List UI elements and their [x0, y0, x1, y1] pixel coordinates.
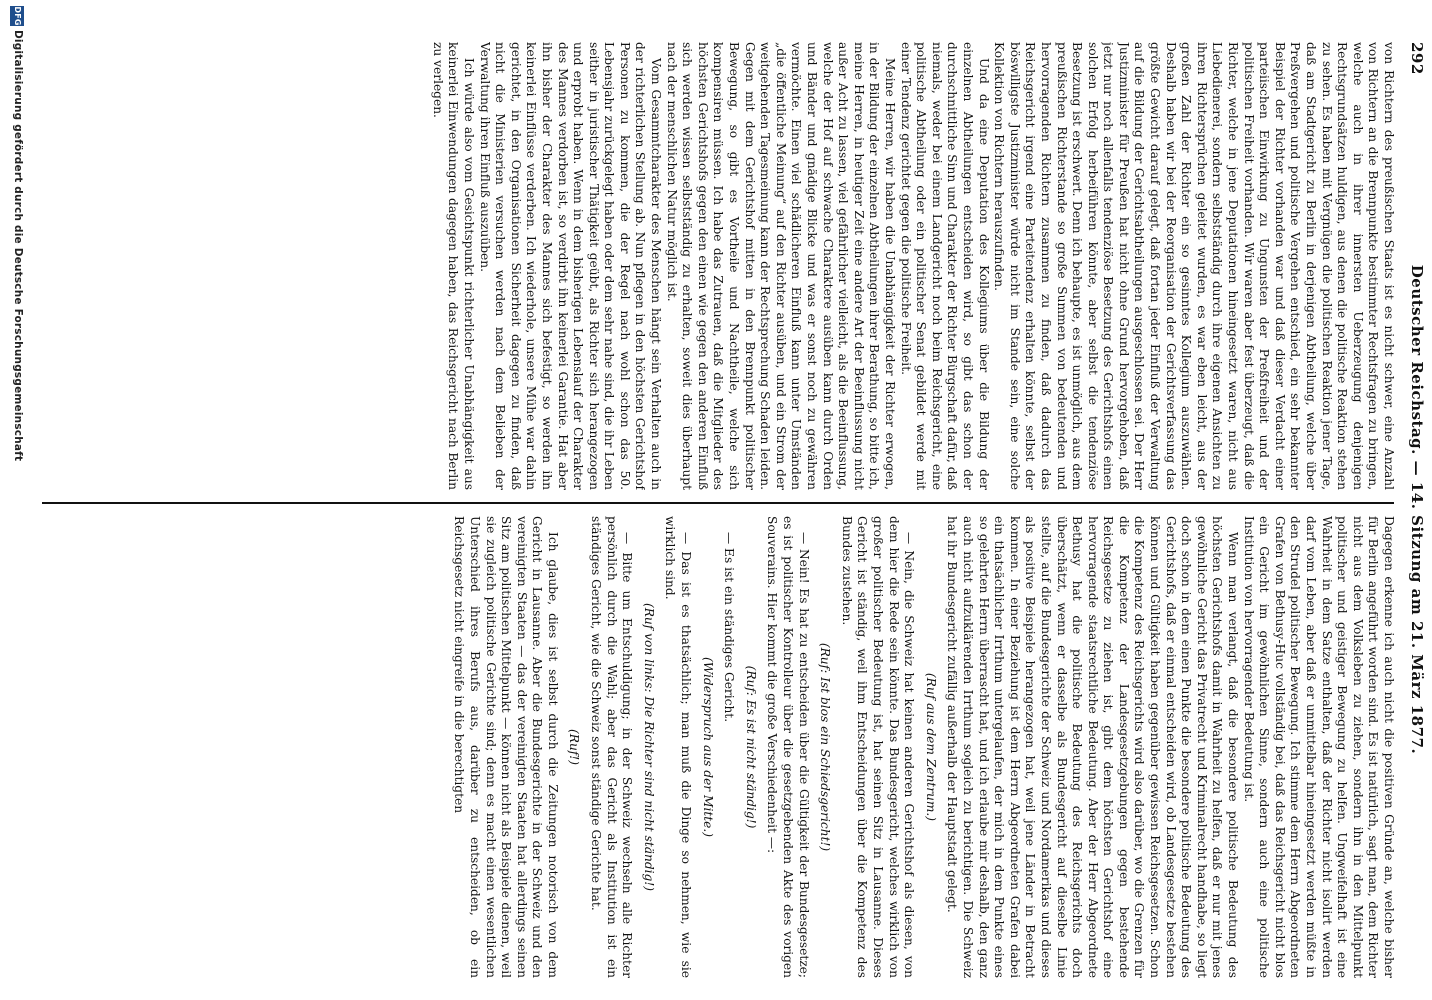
paragraph: — Nein, die Schweiz hat keinen anderen Gerichtshof als diesen, von dem hier die Rede sein könnte. Das Bundesgericht, welches wirklich von großer politischer Bedeutung ist, hat seinen Sitz in Lausanne. Dieses Gericht ist ständig, weil ihm Entscheidungen über die Kompetenz des Bundes zustehen.	[839, 516, 917, 978]
text-column-left	[34, 42, 1396, 490]
paragraph: Ich würde also vom Gesichtspunkt richterlicher Unabhängigkeit aus keinerlei Einwendungen dagegen haben, das Reichsgericht nach Berlin zu verlegen.	[430, 42, 476, 490]
paragraph: Ich glaube, dies ist selbst durch die Zeitungen notorisch von dem Gericht in Lausanne. Aber die Bundesgerichte in der Schweiz und den vereinigten Staaten — das der vereinigten Staaten hat allerdings seinen Sitz am politischen Mittelpunkt — können nicht als Beispiele dienen, weil sie zugleich politische Gerichte sind; denn es macht einen wesentlichen Unterschied ihres Berufs aus, darüber zu entscheiden, ob ein Reichsgesetz nicht eingreife in die berechtigten	[452, 516, 560, 978]
paragraph: Meine Herren, wir haben die Unabhängigkeit der Richter erwogen, in der Bildung der einzelnen Abtheilungen ihrer Berathung, so bitte ich, meine Herren, in heutiger Zeit eine andere Art der Beeinflussung nicht außer Acht zu lassen, viel gefährlicher vielleicht, als die Beeinflussung, welche der Hof auf schwache Charaktere ausüben kann durch Orden und Bänder und gnädige Blicke und was er sonst noch zu gewähren vermöchte. Einen viel schädlicheren Einfluß kann unter Umständen „die öffentliche Meinung“ auf den Richter ausüben, und ein Strom der weitgehenden Tagesmeinung kann der Rechtsprechung Schaden leiden. Gegen mit dem Gerichtshof mitten in den Brennpunkt politischer Bewegung, so gibt es Vortheile und Nachtheile, welche sich kompensiren müssen. Ich habe das Zutrauen, daß die Mitglieder des höchsten Gerichtshofs gegen den einen wie gegen den anderen Einfluß sich werden wissen selbstständig zu erhalten, soweit dies überhaupt nach der menschlichen Natur möglich ist.	[664, 42, 897, 490]
paragraph: Dagegen erkenne ich auch nicht die positiven Gründe an, welche bisher für Berlin angeführt worden sind. Es ist natürlich, sagt man, dem Richter nicht aus dem Volksleben zu ziehen, sondern ihn in den Mittelpunkt politischer und geistiger Bewegung zu helfen. Ungweifelhaft ist eine Wahrheit in dem Satze enthalten, daß der Richter nicht isolirt werden darf vom Leben, aber daß er unmittelbar hineingesetzt werden müßte in den Strudel politischer Bewegung. Ich stimme dem Herrn Abgeordneten Grafen von Bethusy-Huc vollständig bei, daß das Reichsgericht nicht blos ein Gericht im gewöhnlichen Sinne, sondern auch eine politische Institution von hervorragender Bedeutung ist.	[1241, 516, 1396, 978]
interjection: (Ruf: Ist blos ein Schiedsgericht!)	[818, 642, 833, 852]
digitization-footer	[6, 0, 26, 1000]
dfg-logo-icon: DFG	[10, 6, 24, 26]
column-divider	[42, 502, 1394, 504]
paragraph: — Bitte um Entschuldigung; in der Schweiz wechseln alle Richter persönlich durch die Wahl; aber das Gericht als Institution ist ein ständiges Gericht, wie die Schweiz sonst ständige Gerichte hat.	[589, 516, 635, 978]
interjection: (Widerspruch aus der Mitte.)	[700, 656, 715, 838]
paragraph: — Nein! Es hat zu entscheiden über die Gültigkeit der Bundesgesetze; es ist politischer Kontrolleur über die gesetzgebenden Akte des vorigen Souverains. Hier kommt die große Verschiedenheit —:	[765, 516, 811, 978]
interjection: (Ruf!)	[567, 729, 582, 765]
text-column-right	[34, 516, 1396, 978]
interjection: (Ruf: Es ist nicht ständig!)	[743, 665, 758, 829]
paragraph: Und da eine Deputation des Kollegiums über die Bildung der einzelnen Abtheilungen entscheiden wird, so gibt das schon der durchschnittliche Sinn und Charakter der Richter Bürgschaft dafür, daß niemals, weder bei einem Landgericht noch beim Reichsgericht, eine politische Abtheilung oder ein politischer Senat gebildet werde mit einer Tendenz gerichtet gegen die politische Freiheit.	[898, 42, 991, 490]
page-number: 292	[1408, 42, 1426, 75]
page-header	[1402, 42, 1428, 977]
running-title: Deutscher Reichstag. — 14. Sitzung am 21. März 1877.	[1408, 264, 1426, 755]
paragraph: Vom Gesammtcharakter des Menschen hängt sein Verhalten auch in der richterlichen Stellung ab. Nun pflegen in den höchsten Gerichtshof Personen zu kommen, die der Regel nach wohl schon das 50. Lebensjahr zurückgelegt haben oder dem sehr nahe sind, die ihr Leben seither in juristischer Thätigkeit geübt, als Richter sich herangezogen und erprobt haben. Wenn in dem bisherigen Lebenslauf der Charakter des Mannes verdorben ist, so verdirbt ihn keinerlei Garantie. Hat aber ihn bisher der Charakter des Mannes sich befestigt, so werden ihn keinerlei Einflüsse verderben. Ich wiederhole, unsere Mühe war dahin gerichtet, in den Organisationen Sicherheit dagegen zu finden, daß nicht die Ministerien versuchen werden nach dem Belieben der Verwaltung ihren Einfluß auszuüben.	[477, 42, 664, 490]
paragraph: Wenn man verlangt, daß die besondere politische Bedeutung des höchsten Gerichtshofs damit in Wahrheit zu helfen, daß er nur mit jenes gewöhnliche Gericht das Privatrecht und Kriminalrecht handhabe, so liegt doch schon in dem einen Punkte die besondere politische Bedeutung des Gerichtshofs, daß er einmal entscheiden wird, ob Landesgesetze bestehen können und Gültigkeit haben gegenüber gewissen Reichsgesetzen. Schon die Kompetenz des Reichsgerichts wird also darüber, wo die Grenzen für die Kompetenz der Landesgesetzgebungen gegen bestehende Reichsgesetze zu ziehen ist, gibt dem höchsten Gerichtshof eine hervorragende staatsrechtliche Bedeutung. Aber der Herr Abgeordnete Bethusy hat die politische Bedeutung des Reichsgerichts doch überschätzt, wenn er dasselbe als Bundesgericht auf dieselbe Linie stellte, auf die Bundesgerichte der Schweiz und Nordamerikas und dieses als positive Beispiele herangezogen hat, weil jene Länder in Betracht kommen. In einer Beziehung ist dem Herrn Abgeordneten Grafen dabei ein thatsächlicher Irrthum untergelaufen, der mich in dem Punkte eines so gelehrten Herrn überrascht hat, und ich erlaube mir deshalb, den ganz auch nicht aufzuklärenden Irrthum sogleich zu berichtigen. Die Schweiz hat ihr Bundesgericht zufällig außerhalb der Hauptstadt gelegt.	[945, 516, 1241, 978]
paragraph: von Richtern des preußischen Staats ist es nicht schwer, eine Anzahl von Richtern an die Brennpunkte bestimmter Rechtsfragen zu bringen, welche auch in ihrer innersten Ueberzeugung denjenigen Rechtsgrundsätzen huldigen, aus denen die politische Reaktion stehen zu sehen. Es haben mit Vergnügen die politischen Reaktion jener Tage, daß am Stadtgericht zu Berlin in derjenigen Abtheilung, welche über Preßvergehen und politische Vergehen entschied, ein sehr bekannter Beispiel der Richter vorhanden war und daß dieser Verdacht einer parteiischen Einwirkung zu Ungunsten der Preßfreiheit und der politischen Freiheit vorhanden. Wir waren aber fest überzeugt, daß die Richter, welche in jene Deputationen hineingesetzt waren, nicht aus Liebedienerei, sondern selbstständig durch ihre eigenen Ansichten zu ihren Richtersprüchen geleitet wurden, es war eben leicht, aus der großen Zahl der Richter ein so gesinntes Kollegium auszuwählen. Deshalb haben wir bei der Reorganisation der Gerichtsverfassung das größte Gewicht darauf gelegt, daß fortan jeder Einfluß der Verwaltung auf die Bildung der Gerichtsabtheilungen ausgeschlossen sei. Der Herr Justizminister für Preußen hat nicht ohne Grund hervorgehoben, daß jetzt nur noch allenfalls tendenziöse Besetzung des Gerichtshofs einen solchen Erfolg herbeiführen könnte, aber selbst die tendenziöse Besetzung ist erschwert. Denn ich behaupte, es ist unmöglich, aus dem preußischen Richterstande so große Summen von bedeutenden und hervorragenden Richtern zusammen zu finden, daß dadurch das Reichsgericht irgend eine Parteitendenz erhalten könnte, selbst der böswilligste Justizminister würde nicht im Stande sein, eine solche Kollektion von Richtern herauszufinden.	[992, 42, 1396, 490]
paragraph: — Es ist ein ständiges Gericht.	[722, 532, 737, 723]
digitization-credit: Digitalisierung gefördert durch die Deutsche Forschungsgemeinschaft	[12, 30, 24, 462]
paragraph: — Das ist es thatsächlich; man muß die Dinge so nehmen, wie sie wirklich sind.	[663, 516, 694, 978]
interjection: (Ruf aus dem Zentrum.)	[923, 672, 938, 822]
interjection: (Ruf von links: Die Richter sind nicht ständig!)	[641, 603, 656, 891]
